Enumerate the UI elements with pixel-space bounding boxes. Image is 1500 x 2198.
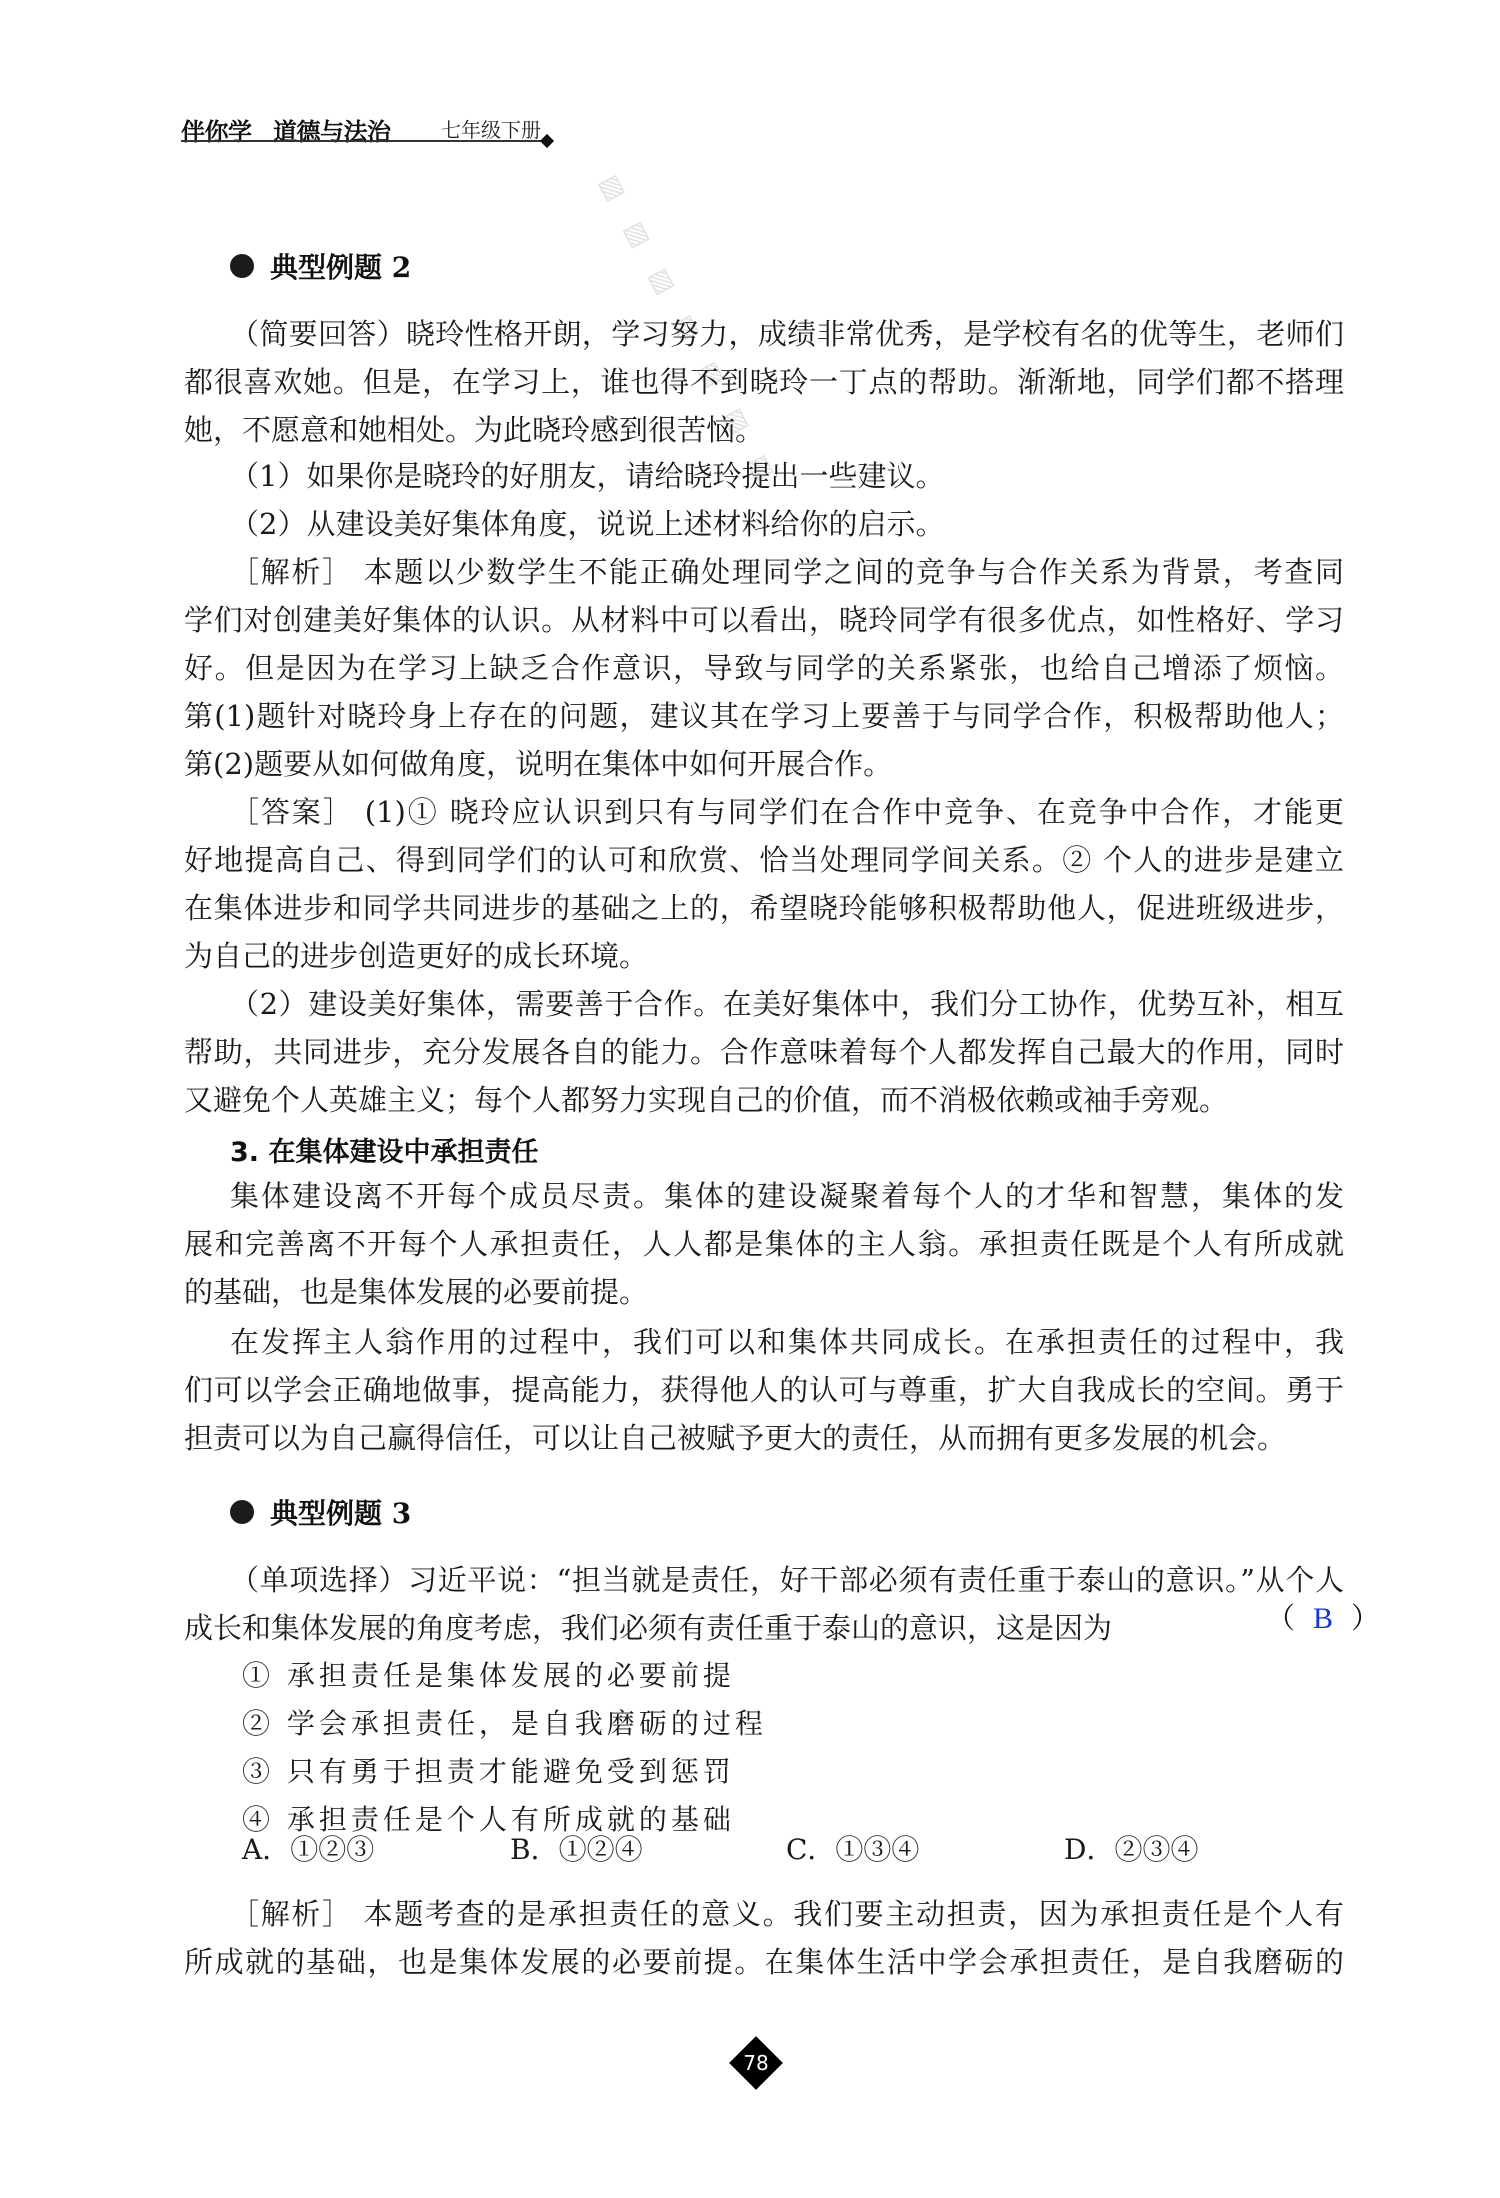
stem-line: 她，不愿意和她相处。为此晓玲感到很苦恼。 [184, 413, 765, 447]
analysis-line: 好。但是因为在学习上缺乏合作意识，导致与同学的关系紧张，也给自己增添了烦恼。 [184, 651, 1344, 685]
paragraph-line: 的基础，也是集体发展的必要前提。 [184, 1275, 649, 1309]
choice-b: B．①②④ [510, 1833, 643, 1866]
subject-title: 道德与法治 [273, 118, 391, 146]
statement-1: ① 承担责任是集体发展的必要前提 [242, 1659, 735, 1692]
example-2-title: 典型例题 2 [270, 251, 412, 284]
example-3-title: 典型例题 3 [270, 1497, 412, 1530]
statement-list [242, 1652, 767, 1844]
section-3-paragraph-2 [184, 1318, 1344, 1462]
answer-line: 又避免个人英雄主义；每个人都努力实现自己的价值，而不消极依赖或袖手旁观。 [184, 1083, 1229, 1117]
answer-line: 为自己的进步创造更好的成长环境。 [184, 939, 649, 973]
example-2-answer-1 [184, 788, 1344, 980]
choice-c: C．①③④ [786, 1833, 920, 1866]
answer-line: 帮助，共同进步，充分发展各自的能力。合作意味着每个人都发挥自己最大的作用，同时 [184, 1035, 1344, 1069]
stem-line: （单项选择）习近平说：“担当就是责任，好干部必须有责任重于泰山的意识。”从个人 [230, 1563, 1344, 1597]
analysis-line: 本题以少数学生不能正确处理同学之间的竞争与合作关系为背景，考查同 [363, 555, 1344, 589]
example-3-heading [230, 1492, 411, 1532]
choice-options [242, 1826, 1342, 1874]
section-3-heading: 3. 在集体建设中承担责任 [230, 1137, 539, 1168]
answer-bracket-open: （ [1266, 1601, 1296, 1635]
question-2: （2）从建设美好集体角度，说说上述材料给你的启示。 [230, 507, 945, 541]
grade-label: 七年级下册 [441, 118, 541, 142]
analysis-line: 学们对创建美好集体的认识。从材料中可以看出，晓玲同学有很多优点，如性格好、学习 [184, 603, 1344, 637]
page-number-text: 78 [743, 2051, 769, 2075]
paragraph-line: 集体建设离不开每个成员尽责。集体的建设凝聚着每个人的才华和智慧，集体的发 [230, 1179, 1344, 1213]
example-2-answer-2 [184, 980, 1344, 1124]
answer-bracket-close: ） [1351, 1601, 1381, 1635]
stem-line: 都很喜欢她。但是，在学习上，谁也得不到晓玲一丁点的帮助。渐渐地，同学们都不搭理 [184, 365, 1344, 399]
statement-4: ④ 承担责任是个人有所成就的基础 [242, 1803, 735, 1836]
choice-a: A．①②③ [242, 1833, 375, 1866]
answer-line: 在集体进步和同学共同进步的基础之上的，希望晓玲能够积极帮助他人，促进班级进步， [184, 891, 1344, 925]
watermark: ▨ ▨ ▨ ▨ ▨ ▨ ▨ [593, 170, 786, 495]
choice-d: D．②③④ [1064, 1833, 1199, 1866]
answer-key [1266, 1596, 1380, 1637]
series-title: 伴你学 [181, 118, 252, 146]
answer-line: 好地提高自己、得到同学们的认可和欣赏、恰当处理同学间关系。② 个人的进步是建立 [184, 843, 1344, 877]
analysis-tag: ［解析］ [230, 555, 353, 589]
example-3-analysis [184, 1890, 1344, 1986]
analysis-line: 第(2)题要从如何做角度，说明在集体中如何开展合作。 [184, 747, 893, 781]
stem-line: （简要回答）晓玲性格开朗，学习努力，成绩非常优秀，是学校有名的优等生，老师们 [230, 317, 1344, 351]
bullet-dot-icon [230, 254, 254, 278]
example-2-stem [184, 310, 1344, 454]
question-1: （1）如果你是晓玲的好朋友，请给晓玲提出一些建议。 [230, 459, 945, 493]
paragraph-line: 们可以学会正确地做事，提高能力，获得他人的认可与尊重，扩大自我成长的空间。勇于 [184, 1373, 1344, 1407]
answer-choice: B [1313, 1602, 1334, 1635]
paragraph-line: 展和完善离不开每个人承担责任，人人都是集体的主人翁。承担责任既是个人有所成就 [184, 1227, 1344, 1261]
example-2-analysis [184, 548, 1344, 788]
statement-3: ③ 只有勇于担责才能避免受到惩罚 [242, 1755, 735, 1788]
header-rule [181, 140, 546, 142]
paragraph-line: 担责可以为自己赢得信任，可以让自己被赋予更大的责任，从而拥有更多发展的机会。 [184, 1421, 1287, 1455]
analysis-line: 本题考查的是承担责任的意义。我们要主动担责，因为承担责任是个人有 [363, 1897, 1344, 1931]
analysis-tag: ［解析］ [230, 1897, 353, 1931]
bullet-dot-icon [230, 1500, 254, 1524]
running-header [181, 112, 547, 146]
statement-2: ② 学会承担责任，是自我磨砺的过程 [242, 1707, 767, 1740]
example-3-stem [184, 1556, 1344, 1652]
answer-tag: ［答案］ [230, 795, 354, 829]
section-3-paragraph-1 [184, 1172, 1344, 1316]
answer-line: （2）建设美好集体，需要善于合作。在美好集体中，我们分工协作，优势互补，相互 [230, 987, 1344, 1021]
answer-line: (1)① 晓玲应认识到只有与同学们在合作中竞争、在竞争中合作，才能更 [364, 795, 1344, 829]
example-2-questions [230, 452, 1340, 548]
page-number [729, 2036, 783, 2090]
example-2-heading [230, 246, 411, 286]
analysis-line: 所成就的基础，也是集体发展的必要前提。在集体生活中学会承担责任，是自我磨砺的 [184, 1945, 1344, 1979]
paragraph-line: 在发挥主人翁作用的过程中，我们可以和集体共同成长。在承担责任的过程中，我 [230, 1325, 1344, 1359]
stem-line: 成长和集体发展的角度考虑，我们必须有责任重于泰山的意识，这是因为 [184, 1611, 1113, 1645]
analysis-line: 第(1)题针对晓玲身上存在的问题，建议其在学习上要善于与同学合作，积极帮助他人； [184, 699, 1344, 733]
